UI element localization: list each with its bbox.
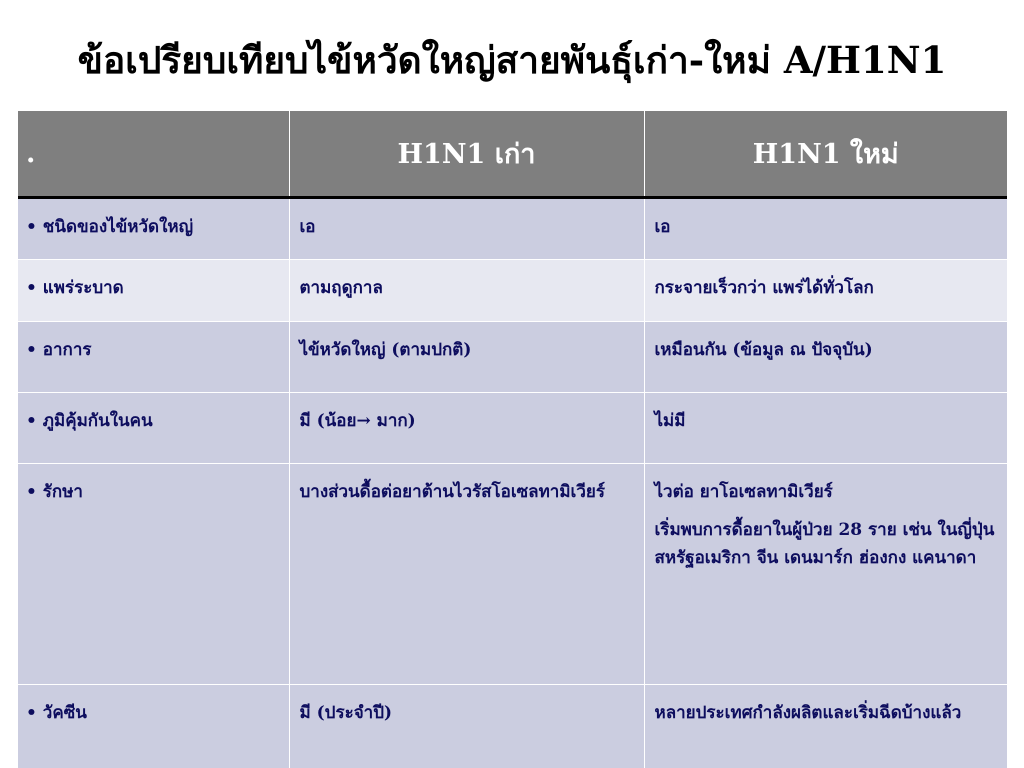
table-row-treatment: [18, 463, 1007, 684]
table-row-vaccine: [18, 684, 1007, 768]
old-value: ไข้หวัดใหญ่ (ตามปกติ): [289, 321, 644, 392]
row-label: • รักษา: [18, 463, 289, 684]
new-value: ไม่มี: [644, 392, 1007, 463]
table-row-symptoms: [18, 321, 1007, 392]
row-label: • วัคซีน: [18, 684, 289, 768]
header-attribute: .: [18, 111, 289, 197]
row-label: • ภูมิคุ้มกันในคน: [18, 392, 289, 463]
old-value: มี (น้อย→ มาก): [289, 392, 644, 463]
new-value: กระจายเร็วกว่า แพร่ได้ทั่วโลก: [644, 259, 1007, 321]
old-value: เอ: [289, 197, 644, 259]
new-value: เหมือนกัน (ข้อมูล ณ ปัจจุบัน): [644, 321, 1007, 392]
row-label: • อาการ: [18, 321, 289, 392]
row-label: • ชนิดของไข้หวัดใหญ่: [18, 197, 289, 259]
table-row-spread: [18, 259, 1007, 321]
header-old-h1n1: H1N1 เก่า: [289, 111, 644, 197]
old-value: ตามฤดูกาล: [289, 259, 644, 321]
old-value: มี (ประจำปี): [289, 684, 644, 768]
row-label: • แพร่ระบาด: [18, 259, 289, 321]
table-row-type: [18, 197, 1007, 259]
header-new-h1n1: H1N1 ใหม่: [644, 111, 1007, 197]
new-value: เอ: [644, 197, 1007, 259]
comparison-table: [18, 111, 1007, 768]
slide-title: ข้อเปรียบเทียบไข้หวัดใหญ่สายพันธุ์เก่า-ใหม่ A/H1N1: [77, 38, 947, 82]
new-value-line: เริ่มพบการดื้อยาในผู้ป่วย 28 ราย เช่น ในญี่ปุ่น สหรัฐอเมริกา จีน เดนมาร์ก ฮ่องกง แคนาดา: [654, 519, 995, 568]
old-value: บางส่วนดื้อต่อยาต้านไวรัสโอเซลทามิเวียร์: [289, 463, 644, 684]
table-row-immunity: [18, 392, 1007, 463]
table-header-row: [18, 111, 1007, 197]
new-value-line: ไวต่อ ยาโอเซลทามิเวียร์: [654, 481, 833, 502]
new-value: หลายประเทศกำลังผลิตและเริ่มฉีดบ้างแล้ว: [644, 684, 1007, 768]
new-value: [644, 463, 1007, 684]
